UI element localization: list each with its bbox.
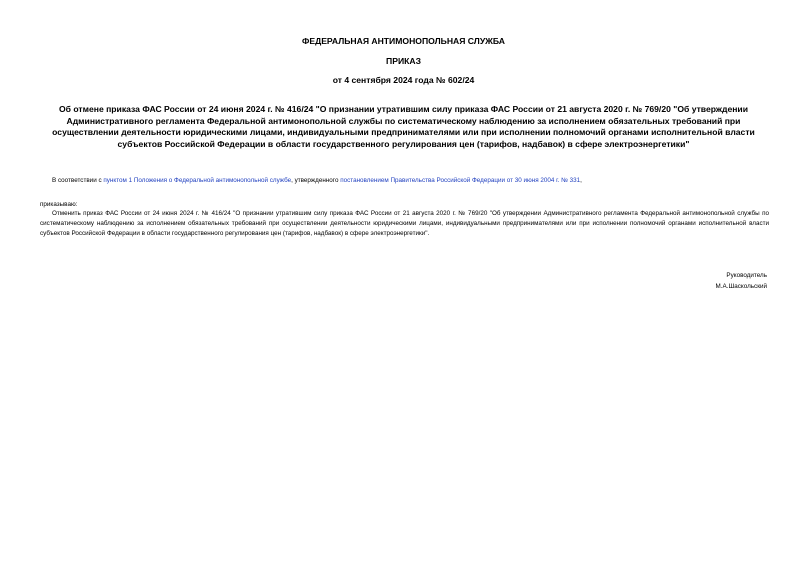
regulation-link[interactable]: пунктом 1 Положения о Федеральной антимонопольной службе — [103, 177, 292, 184]
signatory-name: М.А.Шаскольский — [715, 283, 767, 290]
basis-suffix: , — [580, 177, 582, 184]
signature-block — [716, 270, 767, 292]
document-type: ПРИКАЗ — [386, 56, 421, 66]
signatory-position: Руководитель — [726, 272, 767, 279]
order-body: Отменить приказ ФАС России от 24 июня 2024 г. № 416/24 "О признании утратившим силу приказа ФАС России от 21 августа 2020 г. № 769/20 "Об утверждении Административного регламента Федеральной антимонопольной службы по систематическому наблюдению за исполнением обязательных требований при осуществлении деятельности юридическими лицами, индивидуальными предпринимателями или при исполнении полномочий органами исполнительной власти субъектов Российской Федерации в области государственного регулирования цен (тарифов, надбавок) в сфере электроэнергетики". — [40, 210, 769, 237]
basis-middle: , утвержденного — [291, 177, 341, 184]
agency-name: ФЕДЕРАЛЬНАЯ АНТИМОНОПОЛЬНАЯ СЛУЖБА — [302, 36, 505, 46]
document-date-number: от 4 сентября 2024 года № 602/24 — [332, 75, 475, 85]
basis-paragraph — [40, 176, 770, 186]
order-word: приказываю: — [40, 201, 78, 208]
document-title: Об отмене приказа ФАС России от 24 июня 2024 г. № 416/24 "О признании утратившим силу приказа ФАС России от 21 августа 2020 г. № 769/20 "Об утверждении Административного регламента Федеральной антимонопольной службы по систематическому наблюдению за исполнением обязательных требований при осуществлении деятельности юридическими лицами, индивидуальными предпринимателями или при исполнении полномочий органами исполнительной власти субъектов Российской Федерации в области государственного регулирования цен (тарифов, надбавок) в сфере электроэнергетики" — [52, 104, 755, 149]
government-decree-link[interactable]: постановлением Правительства Российской Федерации от 30 июня 2004 г. № 331 — [340, 177, 581, 184]
basis-prefix: В соответствии с — [52, 177, 104, 184]
